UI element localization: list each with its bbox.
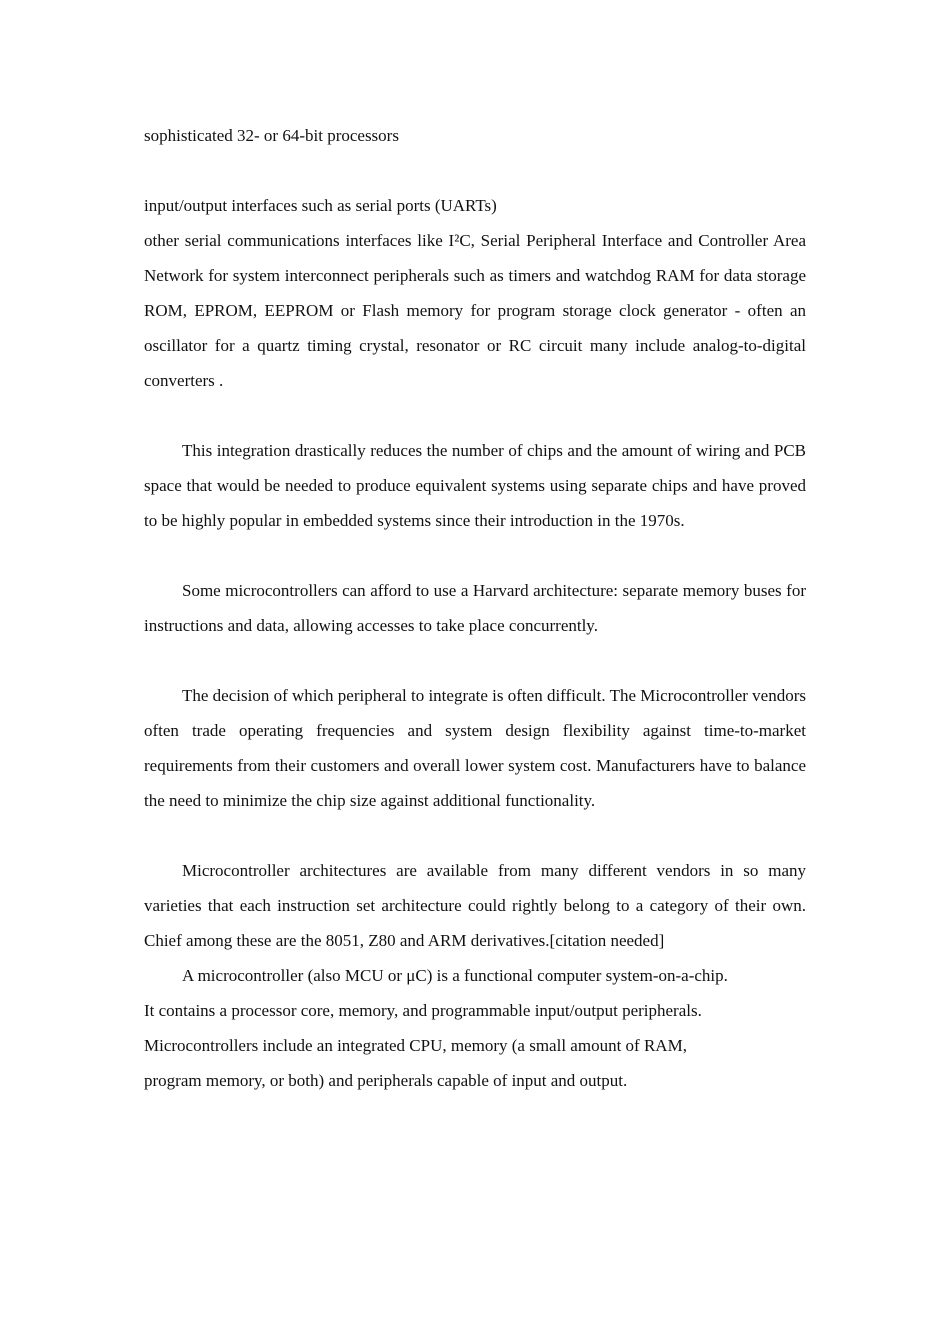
- spacer: [144, 398, 806, 433]
- integration-paragraph: This integration drastically reduces the number of chips and the amount of wiring and PCB space that would be needed to produce equivalent systems using separate chips and have proved to be highly popular in embedded systems since their introduction in the 1970s.: [144, 441, 806, 530]
- spacer: [144, 538, 806, 573]
- definition-paragraph: [144, 958, 806, 1098]
- spacer: [144, 153, 806, 188]
- decision-paragraph: The decision of which peripheral to integrate is often difficult. The Microcontroller vendors often trade operating frequencies and system design flexibility against time-to-market requirements from their customers and overall lower system cost. Manufacturers have to balance the need to minimize the chip size against additional functionality.: [144, 686, 806, 810]
- harvard-paragraph: Some microcontrollers can afford to use a Harvard architecture: separate memory buses for instructions and data, allowing accesses to take place concurrently.: [144, 581, 806, 635]
- spacer: [144, 818, 806, 853]
- document-page: [144, 118, 806, 1098]
- definition-line: Microcontrollers include an integrated CPU, memory (a small amount of RAM,: [144, 1036, 687, 1055]
- architectures-paragraph: Microcontroller architectures are available from many different vendors in so many varieties that each instruction set architecture could rightly belong to a category of their own. Chief among these are the 8051, Z80 and ARM derivatives.[citation needed]: [144, 861, 806, 950]
- definition-line: It contains a processor core, memory, and programmable input/output peripherals.: [144, 1001, 702, 1020]
- processors-line: sophisticated 32- or 64-bit processors: [144, 126, 399, 145]
- io-line: input/output interfaces such as serial ports (UARTs): [144, 196, 497, 215]
- definition-line: A microcontroller (also MCU or μC) is a functional computer system-on-a-chip.: [182, 966, 728, 985]
- spacer: [144, 643, 806, 678]
- peripherals-paragraph: other serial communications interfaces like I²C, Serial Peripheral Interface and Controller Area Network for system interconnect peripherals such as timers and watchdog RAM for data storage ROM, EPROM, EEPROM or Flash memory for program storage clock generator - often an oscillator for a quartz timing crystal, resonator or RC circuit many include analog-to-digital converters .: [144, 231, 806, 390]
- definition-line: program memory, or both) and peripherals capable of input and output.: [144, 1071, 628, 1090]
